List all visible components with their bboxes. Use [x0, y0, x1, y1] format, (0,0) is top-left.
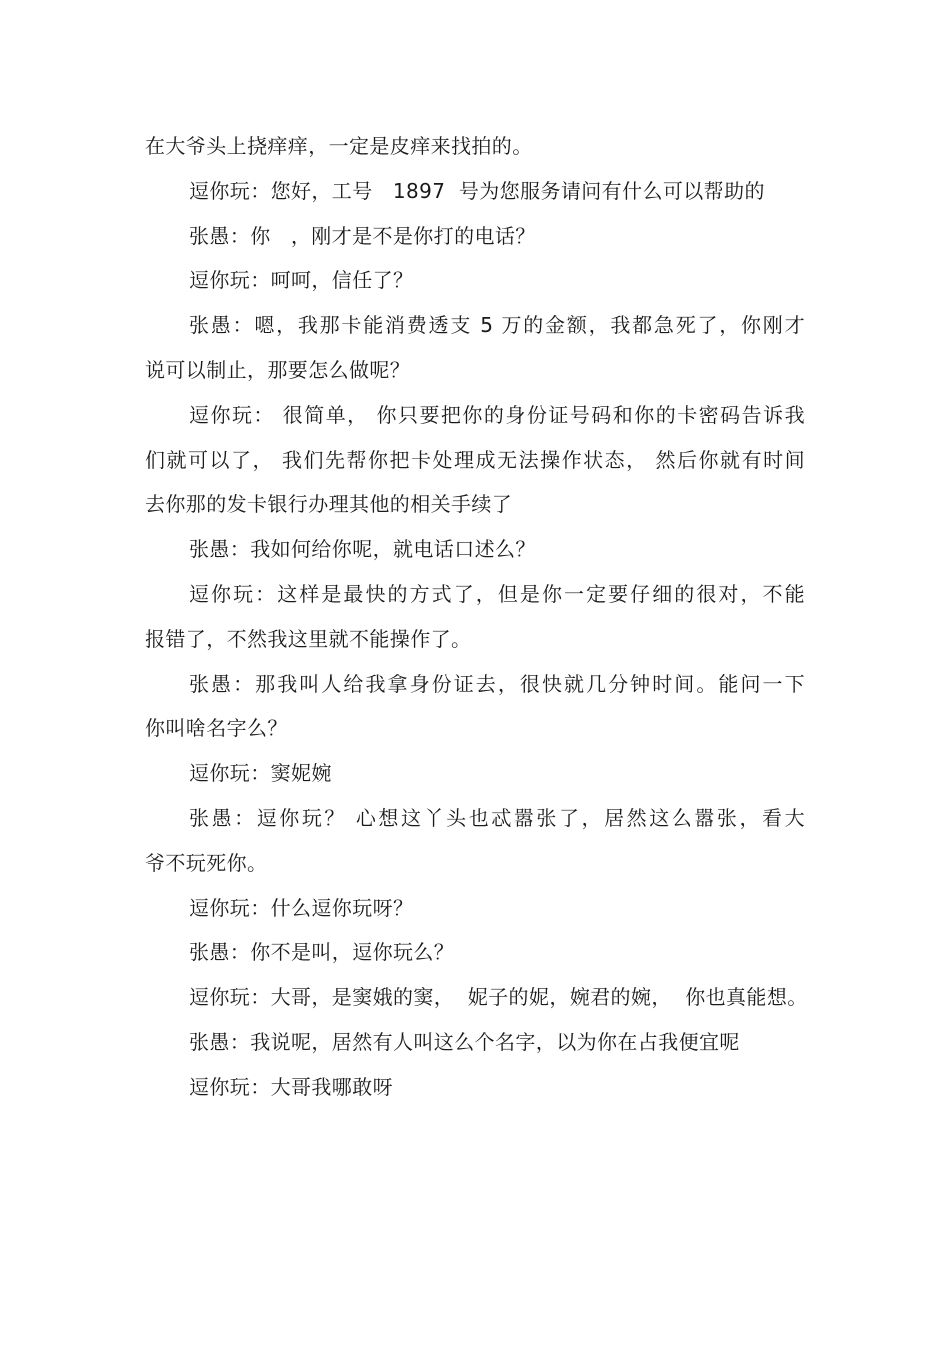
text-line: 逗你玩：您好，工号 1897 号为您服务请问有什么可以帮助的: [189, 178, 765, 203]
text-line: 去你那的发卡银行办理其他的相关手续了: [145, 492, 513, 517]
text-line: 逗你玩：呵呵，信任了？: [189, 268, 414, 293]
text-line: 说可以制止，那要怎么做呢？: [145, 357, 411, 382]
text-line: 报错了，不然我这里就不能操作了。: [145, 626, 472, 651]
text-line: 张愚：我说呢，居然有人叫这么个名字，以为你在占我便宜呢: [189, 1029, 740, 1054]
text-line: 逗你玩： 很简单， 你只要把你的身份证号码和你的卡密码告诉我: [189, 402, 805, 427]
text-line: 逗你玩：窦妮婉: [189, 761, 332, 786]
text-line: 你叫啥名字么？: [145, 716, 288, 741]
text-line: 张愚：我如何给你呢，就电话口述么？: [189, 537, 536, 562]
text-line: 们就可以了， 我们先帮你把卡处理成无法操作状态， 然后你就有时间: [145, 447, 805, 472]
text-line: 逗你玩：什么逗你玩呀？: [189, 895, 414, 920]
text-line: 张愚：你 ，刚才是不是你打的电话？: [189, 223, 536, 248]
text-line: 爷不玩死你。: [145, 850, 268, 875]
text-line: 张愚：嗯，我那卡能消费透支 5 万的金额，我都急死了，你刚才: [189, 313, 805, 338]
text-line: 张愚：那我叫人给我拿身份证去，很快就几分钟时间。能问一下: [189, 671, 805, 696]
text-line: 在大爷头上挠痒痒，一定是皮痒来找拍的。: [145, 134, 533, 158]
text-line: 逗你玩：大哥我哪敢呀: [189, 1074, 393, 1099]
text-line: 张愚：逗你玩？ 心想这丫头也忒嚣张了，居然这么嚣张，看大: [189, 805, 805, 830]
document-body: [145, 124, 808, 1110]
text-line: 逗你玩：这样是最快的方式了，但是你一定要仔细的很对，不能: [189, 581, 805, 606]
text-line: 逗你玩：大哥，是窦娥的窦， 妮子的妮，婉君的婉， 你也真能想。: [189, 985, 808, 1010]
text-line: 张愚：你不是叫，逗你玩么？: [189, 940, 455, 965]
